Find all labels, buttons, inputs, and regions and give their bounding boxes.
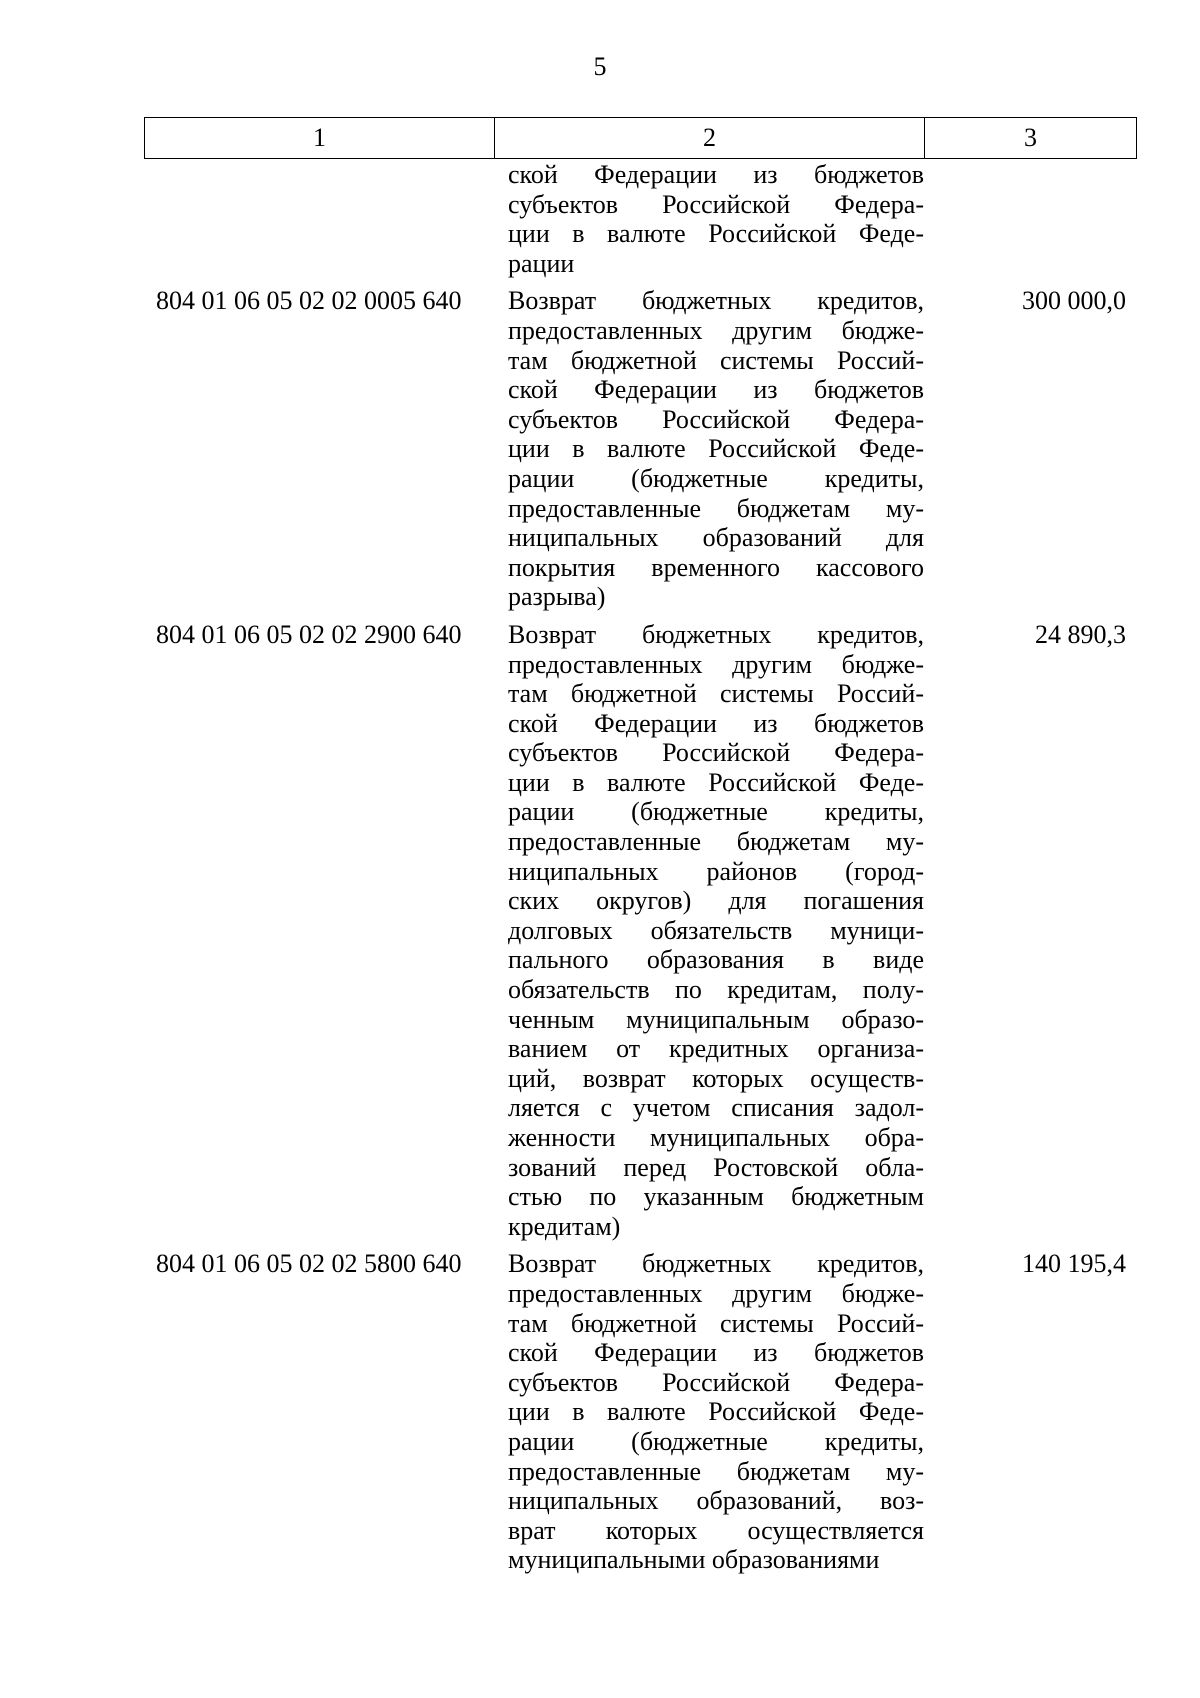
header-col-3: 3 — [925, 118, 1137, 159]
table-row — [144, 620, 1136, 1241]
description-line: ской Федерации из бюджетов — [508, 708, 924, 738]
description-line: там бюджетной системы Россий- — [508, 1308, 924, 1338]
description-line: обязательств по кредитам, полу- — [508, 975, 924, 1005]
description-line: там бюджетной системы Россий- — [508, 345, 924, 375]
description-line: рации (бюджетные кредиты, — [508, 797, 924, 827]
description-line: стью по указанным бюджетным — [508, 1182, 924, 1212]
description — [494, 1249, 924, 1575]
budget-code: 804 01 06 05 02 02 5800 640 — [156, 1249, 462, 1279]
description-line: Возврат бюджетных кредитов, — [508, 286, 924, 316]
description-line: врат которых осуществляется — [508, 1515, 924, 1545]
description-line: предоставленные бюджетам му- — [508, 493, 924, 523]
description-line: субъектов Российской Федера- — [508, 404, 924, 434]
description-line: ции в валюте Российской Феде- — [508, 219, 924, 249]
description-line: рации (бюджетные кредиты, — [508, 463, 924, 493]
description — [494, 286, 924, 612]
description-line: ниципальных образований, воз- — [508, 1486, 924, 1516]
description-line: субъектов Российской Федера- — [508, 189, 924, 219]
description-line: пального образования в виде — [508, 945, 924, 975]
description-line: предоставленные бюджетам му- — [508, 1456, 924, 1486]
description-line: рации (бюджетные кредиты, — [508, 1426, 924, 1456]
description-line: кредитам) — [508, 1211, 621, 1241]
table-body — [144, 160, 1136, 1575]
description-line: ниципальных районов (город- — [508, 856, 924, 886]
description-line: субъектов Российской Федера- — [508, 1367, 924, 1397]
description-line: покрытия временного кассового — [508, 552, 924, 582]
description-line: рации — [508, 248, 575, 278]
description-line: ченным муниципальным образо- — [508, 1004, 924, 1034]
budget-code: 804 01 06 05 02 02 2900 640 — [156, 619, 462, 649]
description-line: женности муниципальных обра- — [508, 1123, 924, 1152]
description-line: ниципальных образований для — [508, 523, 924, 553]
description-line: ции в валюте Российской Феде- — [508, 767, 924, 797]
description-line: предоставленных другим бюдже- — [508, 1278, 924, 1308]
header-col-1: 1 — [145, 118, 495, 159]
budget-code: 804 01 06 05 02 02 0005 640 — [156, 286, 462, 316]
description-line: предоставленных другим бюдже- — [508, 315, 924, 345]
description-line: ванием от кредитных организа- — [508, 1034, 924, 1064]
description-line: ской Федерации из бюджетов — [508, 375, 924, 405]
description-line: предоставленные бюджетам му- — [508, 827, 924, 857]
description — [494, 160, 924, 278]
description-line: предоставленных другим бюдже- — [508, 649, 924, 679]
description-line: ции в валюте Российской Феде- — [508, 1397, 924, 1427]
description-line: зований перед Ростовской обла- — [508, 1152, 924, 1182]
description-line: субъектов Российской Федера- — [508, 738, 924, 768]
description-line: ских округов) для погашения — [508, 886, 924, 916]
description-line: Возврат бюджетных кредитов, — [508, 1249, 924, 1279]
description-line: ляется с учетом списания задол- — [508, 1093, 924, 1123]
description-line: ской Федерации из бюджетов — [508, 1338, 924, 1368]
table-row — [144, 160, 1136, 278]
description-line: ций, возврат которых осуществ- — [508, 1063, 924, 1093]
description-line: долговых обязательств муници- — [508, 915, 924, 945]
description — [494, 620, 924, 1241]
description-line: муниципальными образованиями — [508, 1545, 880, 1575]
table-header — [144, 117, 1137, 159]
description-line: ции в валюте Российской Феде- — [508, 434, 924, 464]
amount: 300 000,0 — [1022, 286, 1126, 316]
table-row — [144, 1249, 1136, 1575]
table-row — [144, 286, 1136, 612]
description-line: Возврат бюджетных кредитов, — [508, 619, 924, 649]
page-number: 5 — [593, 52, 607, 81]
amount: 140 195,4 — [1022, 1249, 1126, 1279]
header-col-2: 2 — [495, 118, 925, 159]
description-line: ской Федерации из бюджетов — [508, 160, 924, 189]
description-line: там бюджетной системы Россий- — [508, 679, 924, 709]
amount: 24 890,3 — [1035, 619, 1126, 649]
description-line: разрыва) — [508, 582, 606, 612]
